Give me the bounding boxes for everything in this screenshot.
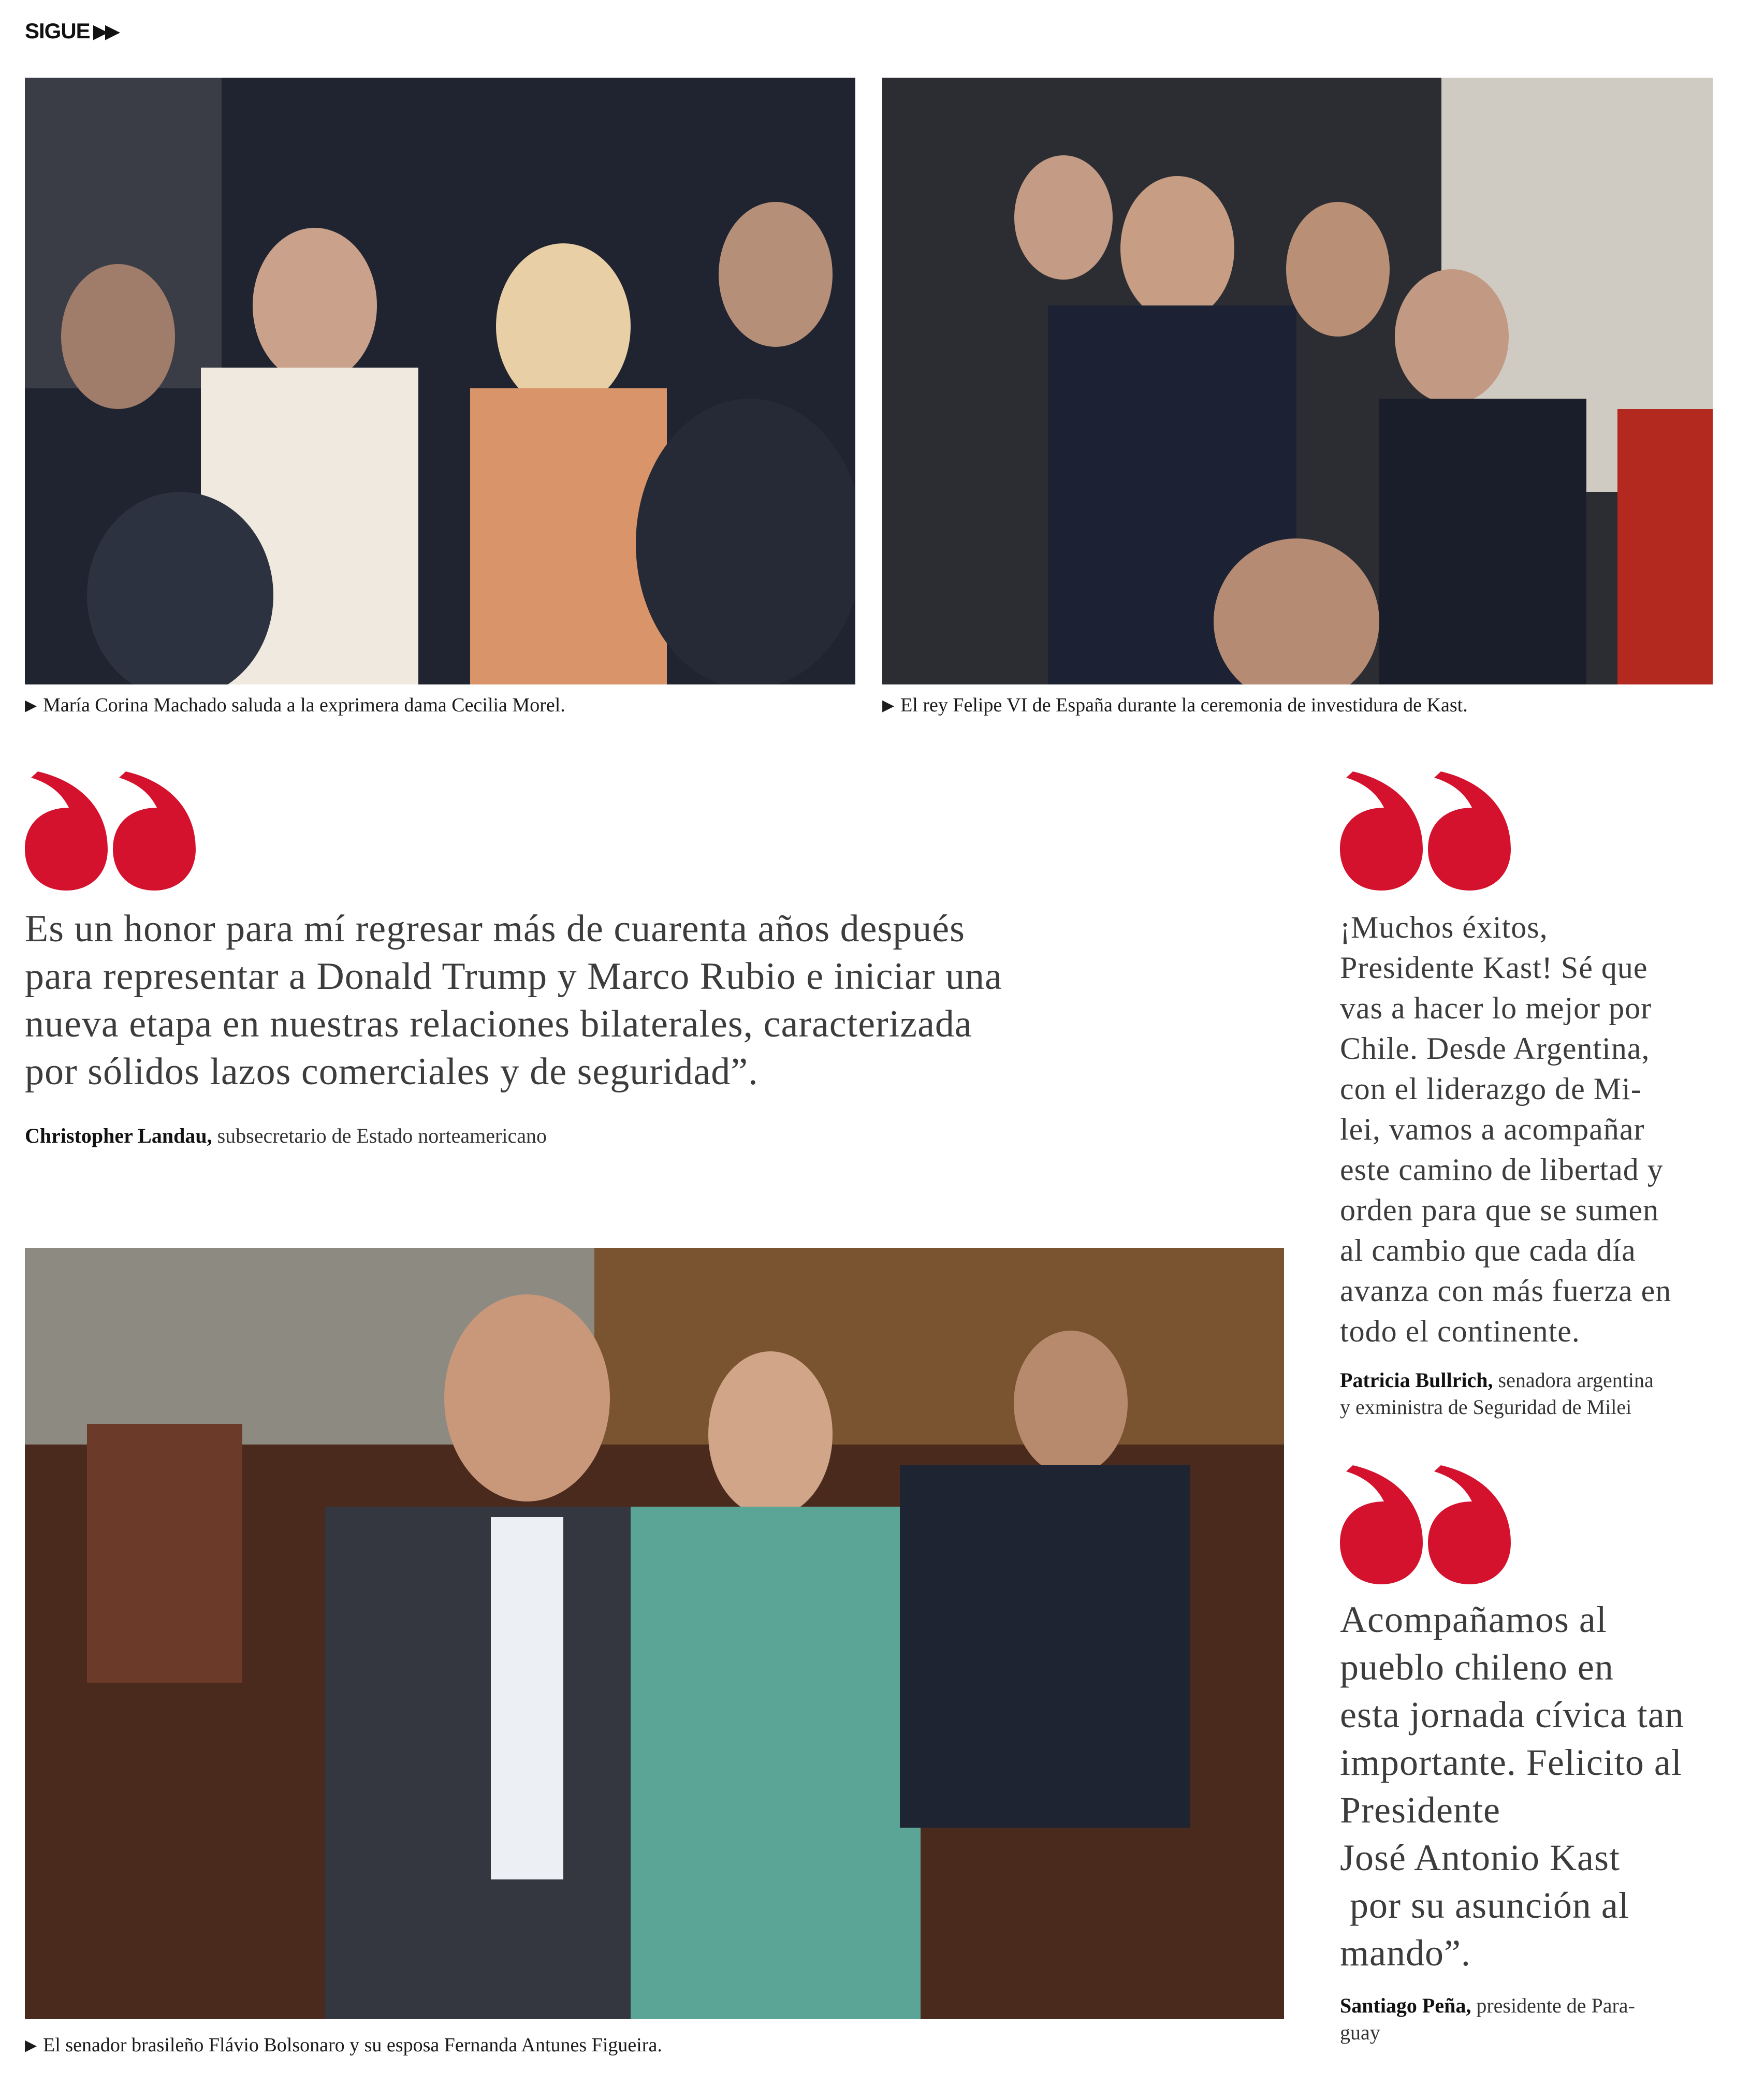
- attribution-name: Santiago Peña,: [1340, 1994, 1471, 2017]
- quote-line: Acompañamos al: [1340, 1599, 1607, 1640]
- quote-line: por sólidos lazos comerciales y de seguridad”.: [25, 1051, 759, 1093]
- quote-line: pueblo chileno en: [1340, 1646, 1614, 1688]
- caption-photo-1-text: María Corina Machado saluda a la exprimera dama Cecilia Morel.: [43, 694, 565, 716]
- attribution-pena: [1340, 1992, 1733, 2046]
- caption-photo-1: [25, 694, 565, 717]
- quote-pena: [1340, 1596, 1733, 1977]
- section-label-sigue: [25, 19, 117, 43]
- photo-felipe-vi: [882, 78, 1713, 684]
- quote-line: para representar a Donald Trump y Marco Rubio e iniciar una: [25, 955, 1002, 998]
- quote-line: Presidente: [1340, 1789, 1500, 1831]
- attribution-name: Patricia Bullrich,: [1340, 1368, 1493, 1392]
- caption-marker-icon: ▶: [25, 697, 37, 714]
- sigue-arrows-icon: ▶▶: [93, 20, 118, 42]
- quote-mark-icon: [25, 771, 196, 891]
- quote-line: importante. Felicito al: [1340, 1742, 1682, 1783]
- quote-line: nueva etapa en nuestras relaciones bilaterales, caracterizada: [25, 1003, 972, 1045]
- quote-line: todo el continente.: [1340, 1314, 1580, 1348]
- photo-bolsonaro: [25, 1248, 1284, 2019]
- attribution-name: Christopher Landau,: [25, 1124, 212, 1147]
- quote-bullrich: [1340, 907, 1733, 1351]
- quote-mark-icon: [1340, 771, 1511, 891]
- caption-marker-icon: ▶: [25, 2037, 37, 2054]
- caption-photo-3: [25, 2034, 662, 2057]
- quote-landau: [25, 905, 1112, 1096]
- caption-photo-2: [882, 694, 1468, 717]
- caption-photo-3-text: El senador brasileño Flávio Bolsonaro y su esposa Fernanda Antunes Figueira.: [43, 2034, 662, 2056]
- attribution-role-cont: guay: [1340, 2021, 1380, 2044]
- quote-line: Presidente Kast! Sé que: [1340, 951, 1648, 985]
- quote-line: Es un honor para mí regresar más de cuarenta años después: [25, 908, 965, 950]
- quote-line: orden para que se sumen: [1340, 1193, 1659, 1227]
- sigue-text: SIGUE: [25, 19, 90, 43]
- quote-line: José Antonio Kast: [1340, 1837, 1621, 1878]
- quote-line: esta jornada cívica tan: [1340, 1694, 1684, 1736]
- quote-line: por su asunción al: [1340, 1885, 1629, 1926]
- attribution-role: presidente de Para-: [1471, 1994, 1635, 2017]
- quote-line: ¡Muchos éxitos,: [1340, 910, 1548, 944]
- caption-marker-icon: ▶: [882, 697, 895, 714]
- photo-machado-morel: [25, 78, 855, 684]
- quote-line: Chile. Desde Argentina,: [1340, 1031, 1650, 1066]
- quote-line: vas a hacer lo mejor por: [1340, 991, 1652, 1025]
- attribution-role-cont: y exministra de Seguridad de Milei: [1340, 1395, 1632, 1419]
- quote-line: al cambio que cada día: [1340, 1233, 1636, 1267]
- attribution-bullrich: [1340, 1367, 1733, 1421]
- quote-line: lei, vamos a acompañar: [1340, 1112, 1645, 1146]
- quote-mark-icon: [1340, 1465, 1511, 1584]
- quote-line: con el liderazgo de Mi-: [1340, 1072, 1642, 1106]
- caption-photo-2-text: El rey Felipe VI de España durante la ceremonia de investidura de Kast.: [900, 694, 1468, 716]
- quote-line: mando”.: [1340, 1932, 1471, 1974]
- quote-line: avanza con más fuerza en: [1340, 1274, 1672, 1308]
- attribution-role: subsecretario de Estado norteamericano: [212, 1124, 547, 1147]
- attribution-role: senadora argentina: [1493, 1368, 1654, 1392]
- attribution-landau: [25, 1122, 547, 1149]
- quote-line: este camino de libertad y: [1340, 1153, 1664, 1187]
